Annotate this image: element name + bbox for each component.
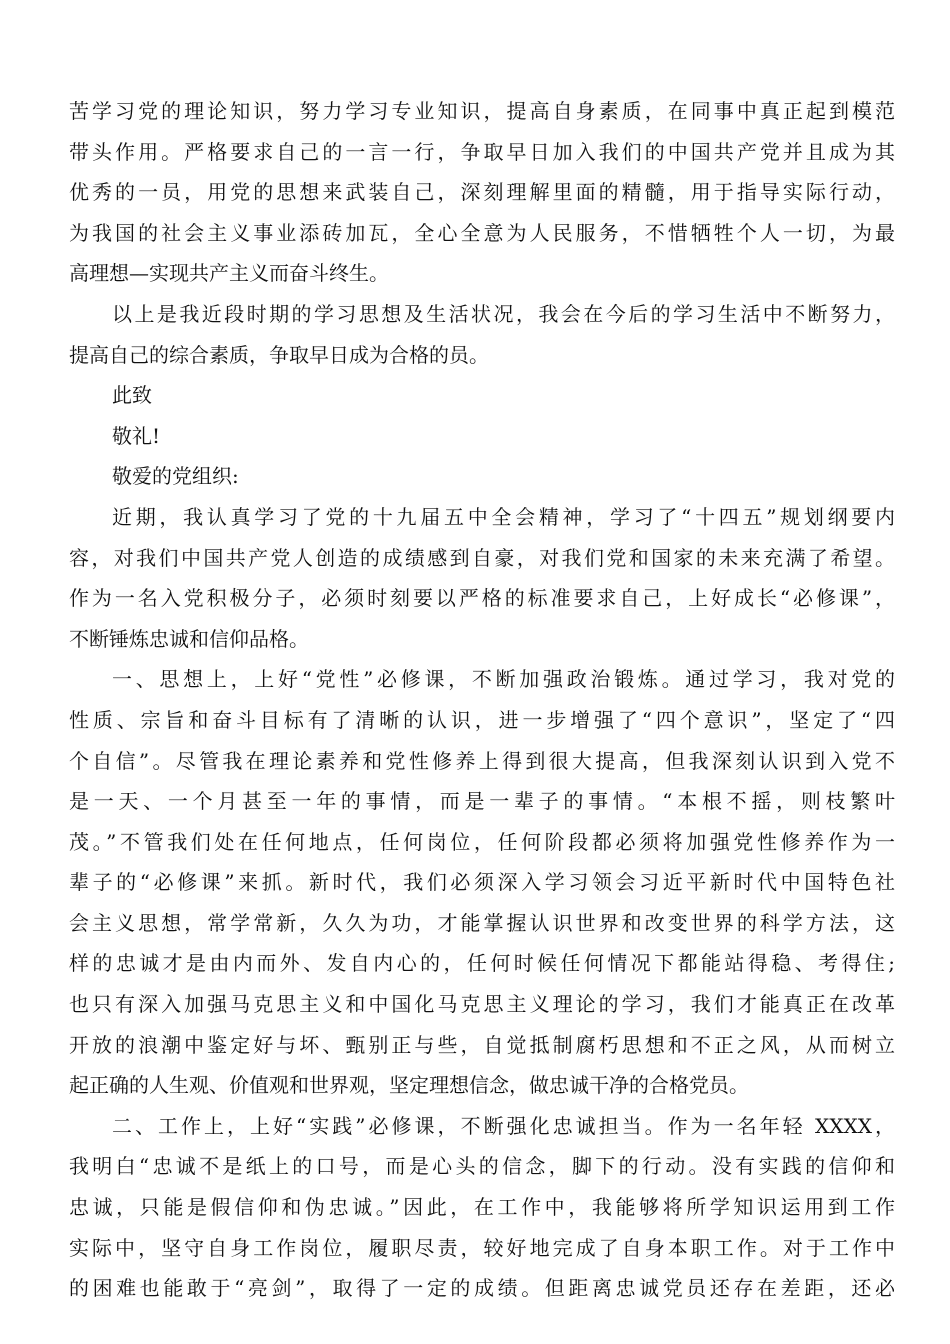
text-line: 敬爱的党组织: xyxy=(112,464,239,489)
text-line: 以上是我近段时期的学习思想及生活状况，我会在今后的学习生活中不断努力， xyxy=(112,301,895,326)
text-line: 辈子的“必修课”来抓。新时代，我们必须深入学习领会习近平新时代中国特色社 xyxy=(69,870,895,895)
text-line: 我明白“忠诚不是纸上的口号，而是心头的信念，脚下的行动。没有实践的信仰和 xyxy=(69,1154,895,1179)
text-line: 为我国的社会主义事业添砖加瓦，全心全意为人民服务，不惜牺牲个人一切，为最 xyxy=(69,220,895,245)
text-line: 忠诚，只能是假信仰和伪忠诚。”因此，在工作中，我能够将所学知识运用到工作 xyxy=(69,1195,895,1220)
text-line: 开放的浪潮中鉴定好与坏、甄别正与些，自觉抵制腐朽思想和不正之风，从而树立 xyxy=(69,1032,895,1057)
text-line: 敬礼! xyxy=(112,423,161,448)
text-line: 容，对我们中国共产党人创造的成绩感到自豪，对我们党和国家的未来充满了希望。 xyxy=(69,545,895,570)
text-line: 也只有深入加强马克思主义和中国化马克思主义理论的学习，我们才能真正在改革 xyxy=(69,992,895,1017)
text-line: 个自信”。尽管我在理论素养和党性修养上得到很大提高，但我深刻认识到入党不 xyxy=(69,748,895,773)
text-line: 作为一名入党积极分子，必须时刻要以严格的标准要求自己，上好成长“必修课”， xyxy=(69,586,895,611)
text-line: 此致 xyxy=(112,383,152,408)
text-line: 性质、宗旨和奋斗目标有了清晰的认识，进一步增强了“四个意识”，坚定了“四 xyxy=(69,707,895,732)
document-body xyxy=(69,91,895,1309)
text-line: 起正确的人生观、价值观和世界观，坚定理想信念，做忠诚干净的合格党员。 xyxy=(69,1073,749,1098)
text-line: 茂。”不管我们处在任何地点，任何岗位，任何阶段都必须将加强党性修养作为一 xyxy=(69,829,895,854)
text-line: 提高自己的综合素质，争取早日成为合格的员。 xyxy=(69,342,489,367)
text-line: 带头作用。严格要求自己的一言一行，争取早日加入我们的中国共产党并且成为其 xyxy=(69,139,895,164)
text-line: 近期，我认真学习了党的十九届五中全会精神，学习了“十四五”规划纲要内 xyxy=(112,504,895,529)
text-line: 优秀的一员，用党的思想来武装自己，深刻理解里面的精髓，用于指导实际行动， xyxy=(69,180,895,205)
text-line: 二、工作上，上好“实践”必修课，不断强化忠诚担当。作为一名年轻 XXXX， xyxy=(112,1113,895,1138)
text-line: 高理想—实现共产主义而奋斗终生。 xyxy=(69,261,389,286)
text-line: 一、思想上，上好“党性”必修课，不断加强政治锻炼。通过学习，我对党的 xyxy=(112,667,895,692)
text-line: 会主义思想，常学常新，久久为功，才能掌握认识世界和改变世界的科学方法，这 xyxy=(69,910,895,935)
text-line: 样的忠诚才是由内而外、发自内心的，任何时候任何情况下都能站得稳、考得住; xyxy=(69,951,895,976)
text-line: 是一天、一个月甚至一年的事情，而是一辈子的事情。“本根不摇，则枝繁叶 xyxy=(69,789,895,814)
text-line: 苦学习党的理论知识，努力学习专业知识，提高自身素质，在同事中真正起到模范 xyxy=(69,99,895,123)
text-line: 的困难也能敢于“亮剑”，取得了一定的成绩。但距离忠诚党员还存在差距，还必 xyxy=(69,1276,895,1301)
text-line: 实际中，坚守自身工作岗位，履职尽责，较好地完成了自身本职工作。对于工作中 xyxy=(69,1235,895,1260)
text-line: 不断锤炼忠诚和信仰品格。 xyxy=(69,626,309,651)
